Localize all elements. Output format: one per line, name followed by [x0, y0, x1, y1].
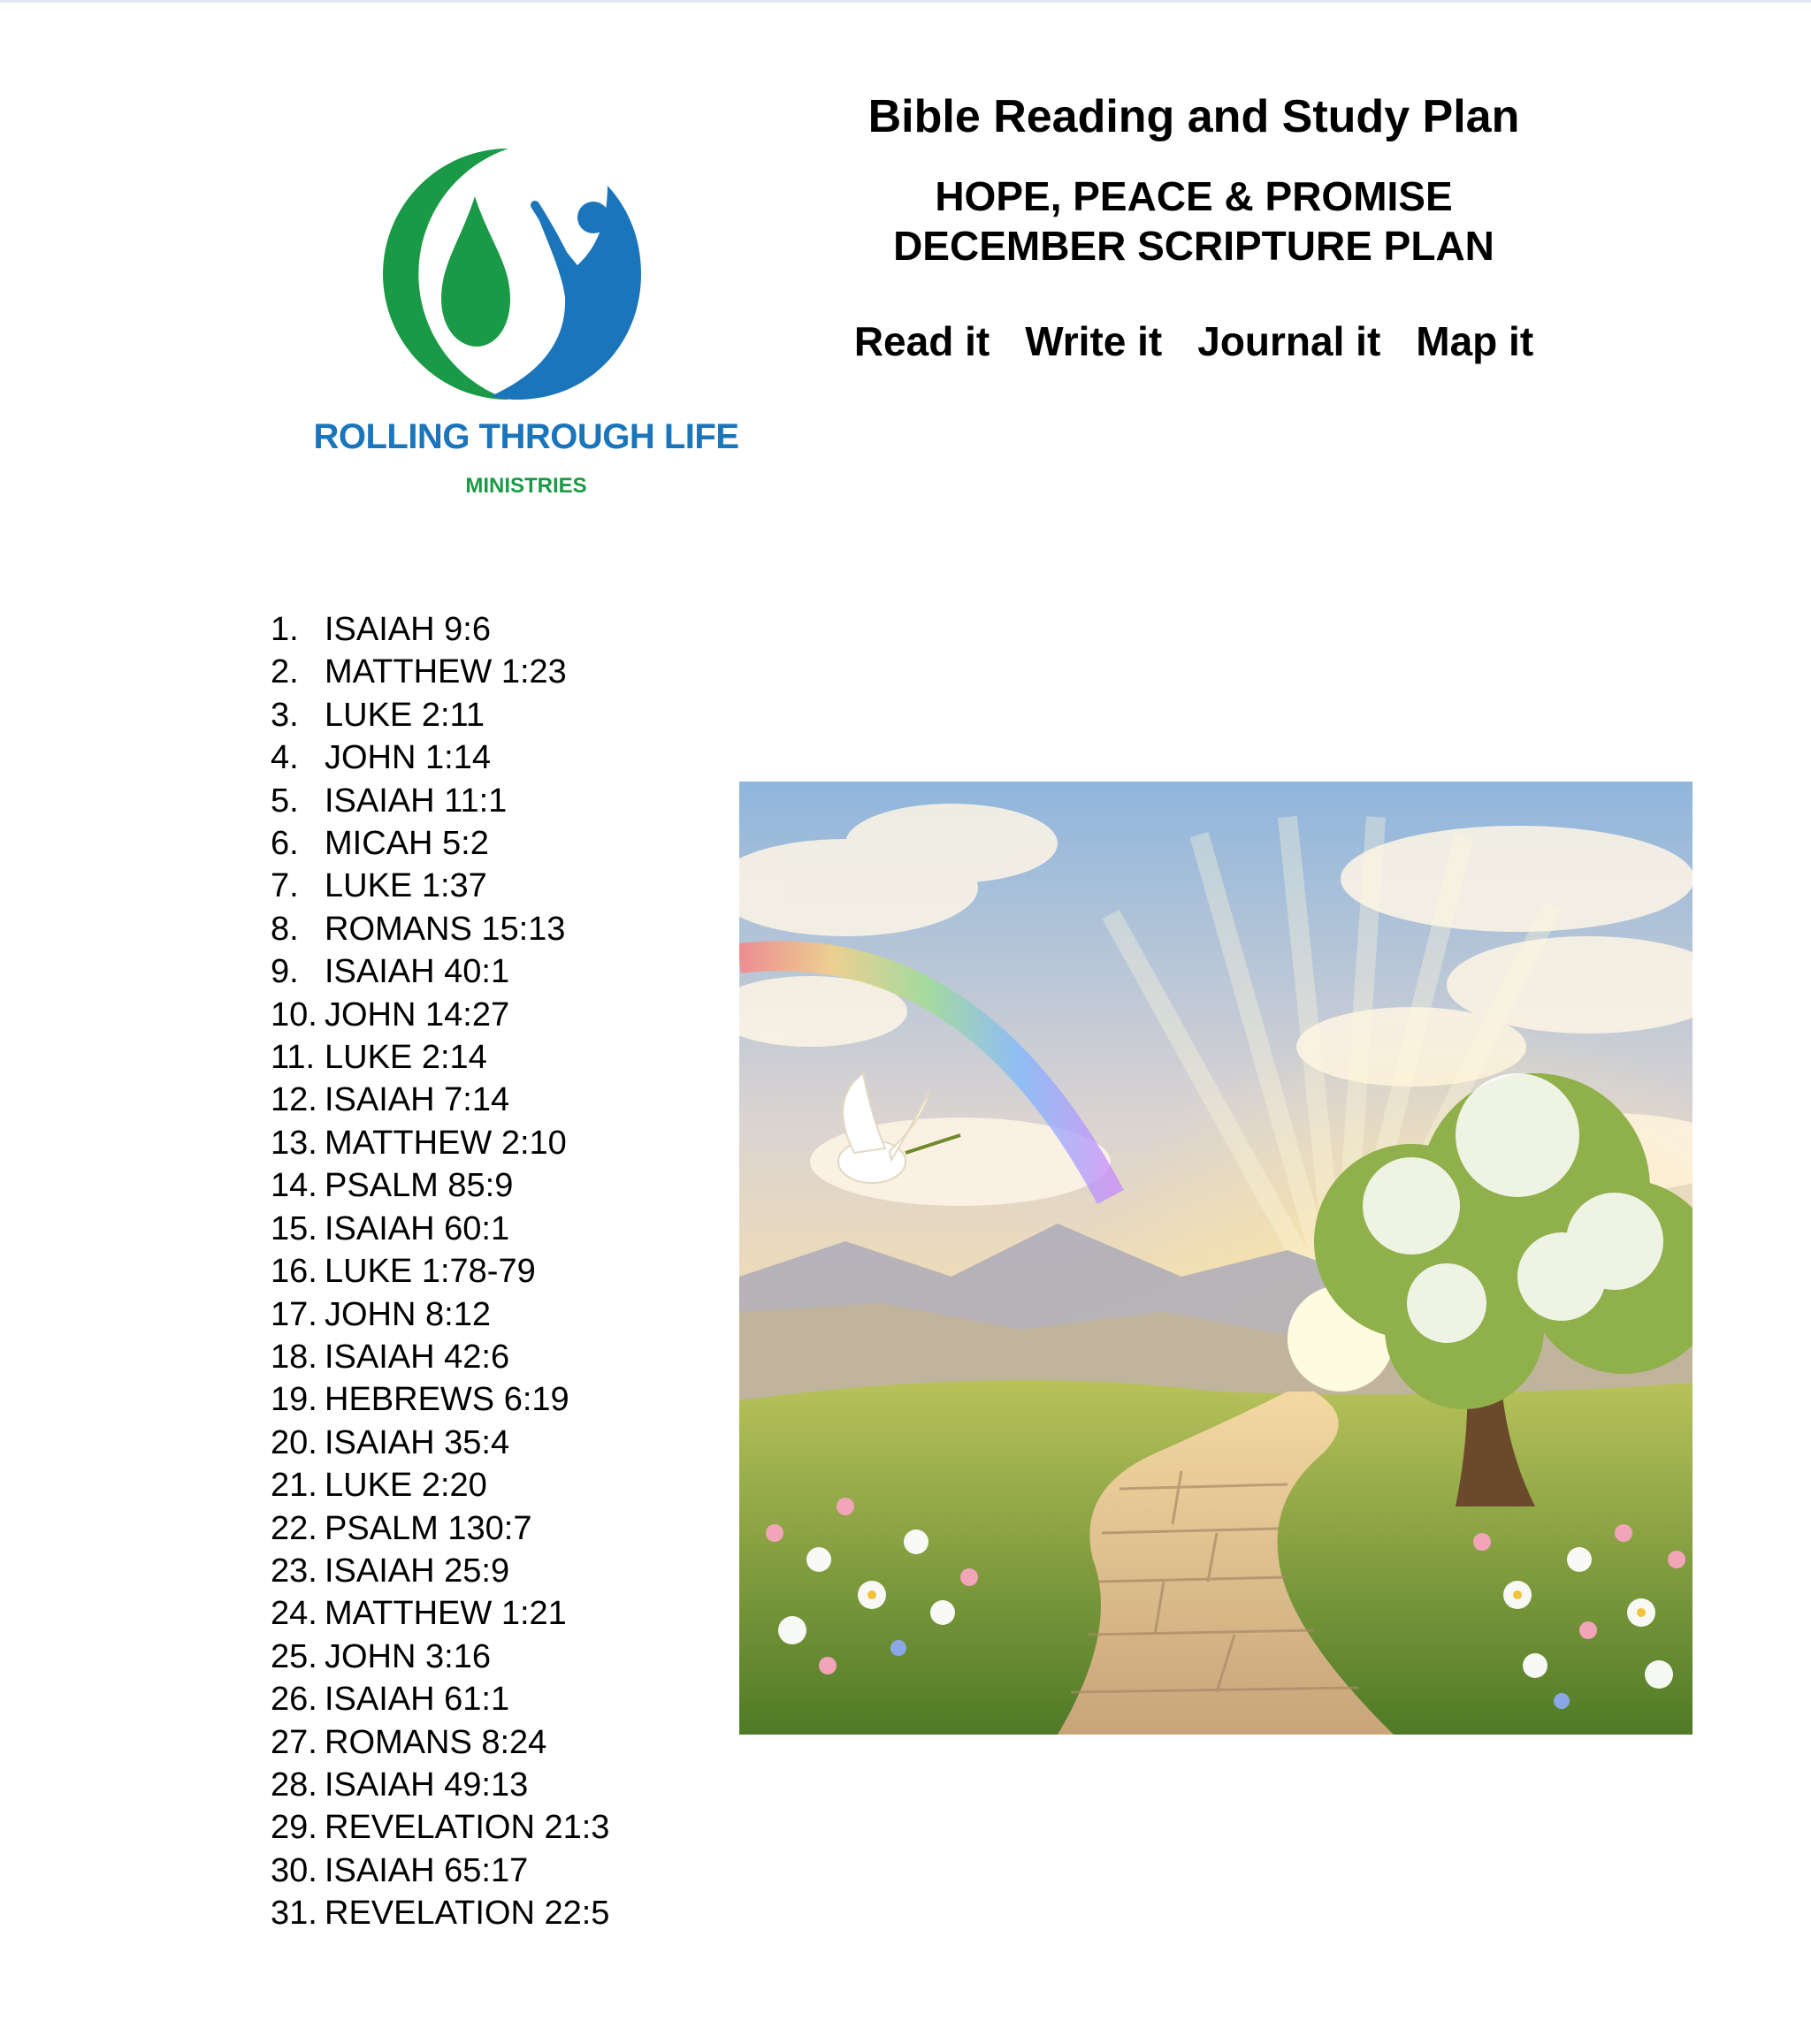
reading-day-number: 30. — [271, 1851, 317, 1889]
reading-item — [271, 865, 609, 907]
reading-reference: PSALM 130:7 — [325, 1509, 532, 1547]
plan-subtitle-line-1: HOPE, PEACE & PROMISE — [935, 173, 1453, 219]
reading-item — [271, 1336, 609, 1378]
reading-reference: MATTHEW 1:21 — [325, 1595, 567, 1633]
reading-reference: REVELATION 22:5 — [325, 1895, 610, 1933]
reading-reference: ISAIAH 35:4 — [325, 1423, 510, 1461]
reading-item — [271, 1250, 609, 1293]
reading-day-number: 6. — [271, 825, 299, 863]
reading-reference: LUKE 1:78-79 — [325, 1253, 536, 1291]
reading-reference: MATTHEW 1:23 — [325, 653, 567, 691]
study-steps — [796, 317, 1592, 366]
reading-reference: ISAIAH 49:13 — [325, 1766, 529, 1804]
reading-day-number: 8. — [271, 910, 299, 948]
reading-item — [271, 1293, 609, 1336]
reading-day-number: 11. — [271, 1039, 316, 1077]
reading-item — [271, 908, 609, 950]
reading-reference: ROMANS 15:13 — [325, 910, 566, 948]
plan-subtitle-line-2: DECEMBER SCRIPTURE PLAN — [893, 223, 1494, 269]
reading-list — [271, 608, 609, 1935]
reading-item — [271, 1036, 609, 1079]
step-write: Write it — [1025, 318, 1163, 364]
reading-item — [271, 1122, 609, 1164]
page-title: Bible Reading and Study Plan — [867, 91, 1520, 142]
reading-day-number: 25. — [271, 1637, 317, 1675]
plan-subtitle — [796, 172, 1592, 271]
reading-day-number: 15. — [271, 1209, 317, 1247]
reading-reference: ISAIAH 9:6 — [325, 611, 491, 648]
reading-day-number: 13. — [271, 1124, 317, 1162]
reading-day-number: 17. — [271, 1295, 317, 1333]
reading-day-number: 24. — [271, 1595, 317, 1633]
reading-item — [271, 994, 609, 1036]
logo-name: ROLLING THROUGH LIFE — [313, 417, 739, 456]
reading-item — [271, 1208, 609, 1250]
reading-day-number: 10. — [271, 995, 317, 1033]
reading-item — [271, 950, 609, 993]
reading-day-number: 7. — [271, 867, 299, 905]
reading-reference: ISAIAH 61:1 — [325, 1681, 510, 1719]
reading-day-number: 27. — [271, 1723, 317, 1761]
reading-day-number: 28. — [271, 1766, 317, 1804]
reading-day-number: 3. — [271, 696, 299, 734]
reading-reference: LUKE 1:37 — [325, 867, 487, 905]
reading-reference: LUKE 2:11 — [325, 696, 485, 734]
reading-item — [271, 1678, 609, 1720]
reading-reference: ISAIAH 60:1 — [325, 1209, 510, 1247]
reading-item — [271, 1892, 609, 1934]
reading-day-number: 19. — [271, 1381, 317, 1419]
reading-reference: JOHN 1:14 — [325, 739, 491, 777]
reading-item — [271, 1079, 609, 1121]
page-header — [796, 88, 1592, 366]
reading-reference: HEBREWS 6:19 — [325, 1381, 569, 1419]
landscape-illustration — [739, 782, 1693, 1735]
reading-reference: ISAIAH 40:1 — [325, 953, 510, 991]
reading-item — [271, 651, 609, 693]
reading-day-number: 1. — [271, 611, 299, 648]
reading-item — [271, 736, 609, 779]
reading-item — [271, 1721, 609, 1764]
reading-item — [271, 1507, 609, 1550]
reading-item — [271, 1806, 609, 1849]
reading-item — [271, 1464, 609, 1506]
step-journal: Journal it — [1197, 318, 1381, 364]
reading-day-number: 2. — [271, 653, 299, 691]
reading-day-number: 20. — [271, 1423, 317, 1461]
reading-reference: ISAIAH 11:1 — [325, 782, 508, 820]
reading-day-number: 31. — [271, 1895, 317, 1933]
reading-reference: MATTHEW 2:10 — [325, 1124, 567, 1162]
reading-day-number: 21. — [271, 1467, 317, 1505]
reading-item — [271, 1636, 609, 1678]
reading-day-number: 5. — [271, 782, 299, 820]
reading-day-number: 12. — [271, 1081, 317, 1119]
reading-reference: ISAIAH 25:9 — [325, 1552, 510, 1590]
logo-mark-icon — [376, 141, 659, 407]
reading-reference: ISAIAH 7:14 — [325, 1081, 510, 1119]
reading-item — [271, 1550, 609, 1592]
reading-item — [271, 1592, 609, 1635]
hope-landscape-image — [739, 782, 1693, 1735]
top-rule — [0, 0, 1811, 3]
reading-day-number: 23. — [271, 1552, 317, 1590]
reading-item — [271, 780, 609, 822]
reading-reference: LUKE 2:20 — [325, 1467, 487, 1505]
reading-reference: ISAIAH 42:6 — [325, 1338, 510, 1376]
reading-day-number: 4. — [271, 739, 299, 777]
reading-day-number: 18. — [271, 1338, 317, 1376]
reading-day-number: 26. — [271, 1681, 317, 1719]
reading-reference: MICAH 5:2 — [325, 825, 489, 863]
reading-item — [271, 1850, 609, 1892]
reading-day-number: 16. — [271, 1253, 317, 1291]
reading-day-number: 9. — [271, 953, 299, 991]
reading-day-number: 14. — [271, 1167, 317, 1205]
reading-item — [271, 1378, 609, 1421]
logo-subtitle: MINISTRIES — [465, 474, 587, 498]
ministry-logo — [279, 141, 774, 513]
reading-reference: PSALM 85:9 — [325, 1167, 514, 1205]
reading-reference: JOHN 3:16 — [325, 1637, 491, 1675]
reading-reference: ISAIAH 65:17 — [325, 1851, 529, 1889]
step-read: Read it — [853, 318, 990, 364]
reading-item — [271, 1164, 609, 1207]
reading-reference: ROMANS 8:24 — [325, 1723, 547, 1761]
reading-item — [271, 822, 609, 865]
reading-item — [271, 694, 609, 736]
reading-item — [271, 608, 609, 651]
reading-item — [271, 1422, 609, 1464]
reading-item — [271, 1764, 609, 1806]
reading-day-number: 29. — [271, 1809, 317, 1847]
reading-day-number: 22. — [271, 1509, 317, 1547]
reading-reference: LUKE 2:14 — [325, 1039, 487, 1077]
reading-reference: JOHN 8:12 — [325, 1295, 491, 1333]
reading-reference: JOHN 14:27 — [325, 995, 510, 1033]
reading-reference: REVELATION 21:3 — [325, 1809, 610, 1847]
step-map: Map it — [1416, 318, 1534, 364]
